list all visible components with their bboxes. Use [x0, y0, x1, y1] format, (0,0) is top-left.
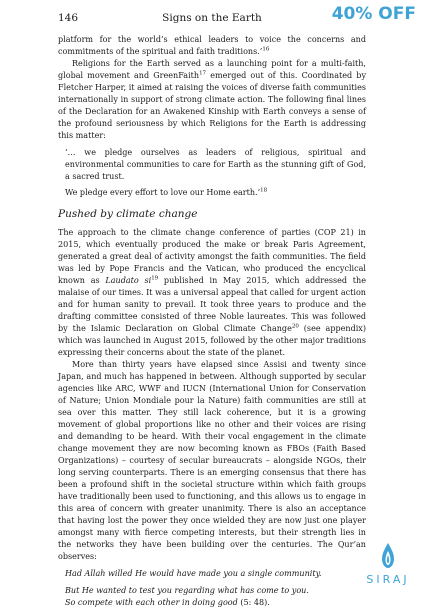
encyclical-title: Laudato si [105, 276, 152, 285]
page-body [58, 34, 366, 609]
verse-line: But He wanted to test you regarding what has come to you. [65, 586, 309, 595]
paragraph [58, 227, 366, 359]
footnote-ref: 18 [260, 187, 268, 194]
paragraph-text: (see appendix) which was launched in August 2015, followed by the other major traditions expressing their concerns about the state of the planet. [58, 324, 366, 357]
paragraph-text: emerged out of this. Coordinated by Fletcher Harper, it aimed at raising the voices of diverse faith communities internationally in support of strong climate action. The following final lines of the Declaration for an Awakened Kinship with Earth conveys a sense of the profound seriousness by which Religions for the Earth is addressing this matter: [58, 71, 366, 140]
quote-line [65, 187, 366, 199]
verse-text: So compete with each other in doing good [65, 598, 238, 607]
page-header [58, 8, 366, 26]
paragraph-text: published in May 2015, which addressed the malaise of our times. It was a universal appeal that called for urgent action and for human sanity to prevail. It took three years to produce and the drafting committee consisted of three Noble laureates. This was followed by the Islamic Declaration on Global Climate Change [58, 276, 366, 333]
block-quote [65, 147, 366, 199]
section-heading: Pushed by climate change [58, 208, 198, 220]
quote-line: ‘… we pledge ourselves as leaders of religious, spiritual and environmental communities to care for Earth as the stunning gift of God, a sacred trust. [65, 148, 366, 181]
scripture-quote [65, 568, 366, 609]
lamp-icon [377, 541, 399, 571]
siraj-logo [362, 541, 414, 586]
verse-reference: (5: 48). [237, 598, 270, 607]
footnote-ref: 16 [262, 46, 270, 53]
logo-text: SIRAJ [366, 573, 410, 586]
paragraph-text: platform for the world’s ethical leaders to voice the concerns and commitments of the spiritual and faith traditions.’ [58, 35, 366, 56]
page-number: 146 [58, 12, 79, 24]
running-title: Signs on the Earth [162, 12, 262, 24]
paragraph: More than thirty years have elapsed since Assisi and twenty since Japan, and much has happened in between. Although supported by secular agencies like ARC, WWF and IUCN (International Union for Conservation of Nature; Union Mondiale pour la Nature) faith communities are still at sea over this matter. They still lack coherence, but it is a growing movement of global proportions like no other and their voices are rising and demanding to be heard. With their vocal engagement in the climate change movement they are now becoming known as FBOs (Faith Based Organizations) – courtesy of secular bureaucrats – alongside NGOs, their long serving counterparts. There is an emerging consensus that there has been a profound shift in the societal structure within which faith groups have traditionally been used to functioning, and this allows us to engage in this area of concern with greater unanimity. There is also an acceptance that having lost the power they once wielded they are now just one player amongst many with fierce competing interests, but their strength lies in the networks they have been building over the centuries. The Qur’an observes: [58, 360, 366, 561]
paragraph-text: The approach to the climate change conference of parties (COP 21) in 2015, which eventually produced the make or break Paris Agreement, generated a great deal of activity amongst the faith communities. The field was led by Pope Francis and the Vatican, who produced the encyclical known as [58, 228, 366, 285]
paragraph-text: Religions for the Earth served as a launching point for a multi-faith, global movement and GreenFaith [58, 59, 366, 80]
paragraph [58, 34, 366, 58]
quote-text: We pledge every effort to love our Home earth.’ [65, 188, 261, 197]
discount-badge: 40% OFF [331, 4, 416, 24]
verse-line [65, 597, 366, 609]
footnote-ref: 20 [291, 323, 299, 330]
footnote-ref: 19 [151, 275, 159, 282]
paragraph [58, 58, 366, 142]
verse-line: Had Allah willed He would have made you a single community. [65, 569, 322, 578]
footnote-ref: 17 [199, 70, 207, 77]
